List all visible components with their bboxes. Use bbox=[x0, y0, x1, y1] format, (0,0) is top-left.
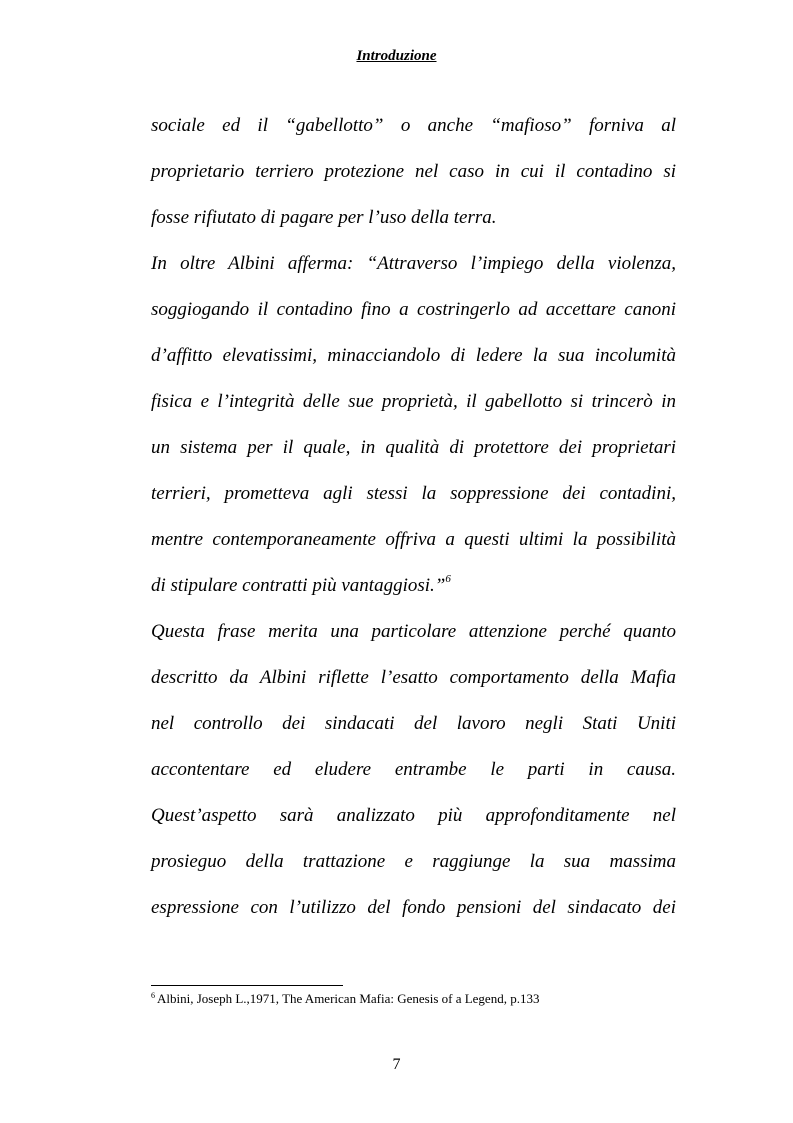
page-number: 7 bbox=[392, 1056, 401, 1073]
body-text bbox=[151, 103, 676, 931]
body-line: Quest’aspetto sarà analizzato più approfonditamente nel bbox=[151, 805, 676, 826]
body-line: espressione con l’utilizzo del fondo pensioni del sindacato dei bbox=[151, 897, 676, 918]
body-line: proprietario terriero protezione nel caso in cui il contadino si bbox=[151, 161, 676, 182]
body-line: sociale ed il “gabellotto” o anche “mafioso” forniva al bbox=[151, 115, 676, 136]
body-line: un sistema per il quale, in qualità di protettore dei proprietari bbox=[151, 437, 676, 458]
body-line: d’affitto elevatissimi, minacciandolo di ledere la sua incolumità bbox=[151, 345, 676, 366]
footnote-reference[interactable]: 6 bbox=[445, 573, 451, 585]
body-line-text: di stipulare contratti più vantaggiosi.” bbox=[151, 575, 446, 596]
body-line: mentre contemporaneamente offriva a questi ultimi la possibilità bbox=[151, 529, 676, 550]
footnote-text: Albini, Joseph L.,1971, The American Mafia: Genesis of a Legend, p.133 bbox=[157, 991, 540, 1006]
body-line: fosse rifiutato di pagare per l’uso della terra. bbox=[151, 207, 497, 228]
footnote-number: 6 bbox=[151, 991, 155, 1000]
body-line: nel controllo dei sindacati del lavoro negli Stati Uniti bbox=[151, 713, 676, 734]
footnote-divider bbox=[151, 985, 343, 986]
body-line: Questa frase merita una particolare attenzione perché quanto bbox=[151, 621, 676, 642]
body-line: prosieguo della trattazione e raggiunge la sua massima bbox=[151, 851, 676, 872]
body-line: accontentare ed eludere entrambe le parti in causa. bbox=[151, 759, 676, 780]
body-line: terrieri, prometteva agli stessi la soppressione dei contadini, bbox=[151, 483, 676, 504]
body-line: soggiogando il contadino fino a costringerlo ad accettare canoni bbox=[151, 299, 676, 320]
body-line: In oltre Albini afferma: “Attraverso l’impiego della violenza, bbox=[151, 253, 676, 274]
footnote bbox=[151, 991, 539, 1007]
body-line-with-footnote bbox=[151, 563, 676, 609]
body-line: fisica e l’integrità delle sue proprietà, il gabellotto si trincerò in bbox=[151, 391, 676, 412]
body-line: descritto da Albini riflette l’esatto comportamento della Mafia bbox=[151, 667, 676, 688]
running-header: Introduzione bbox=[356, 48, 437, 64]
